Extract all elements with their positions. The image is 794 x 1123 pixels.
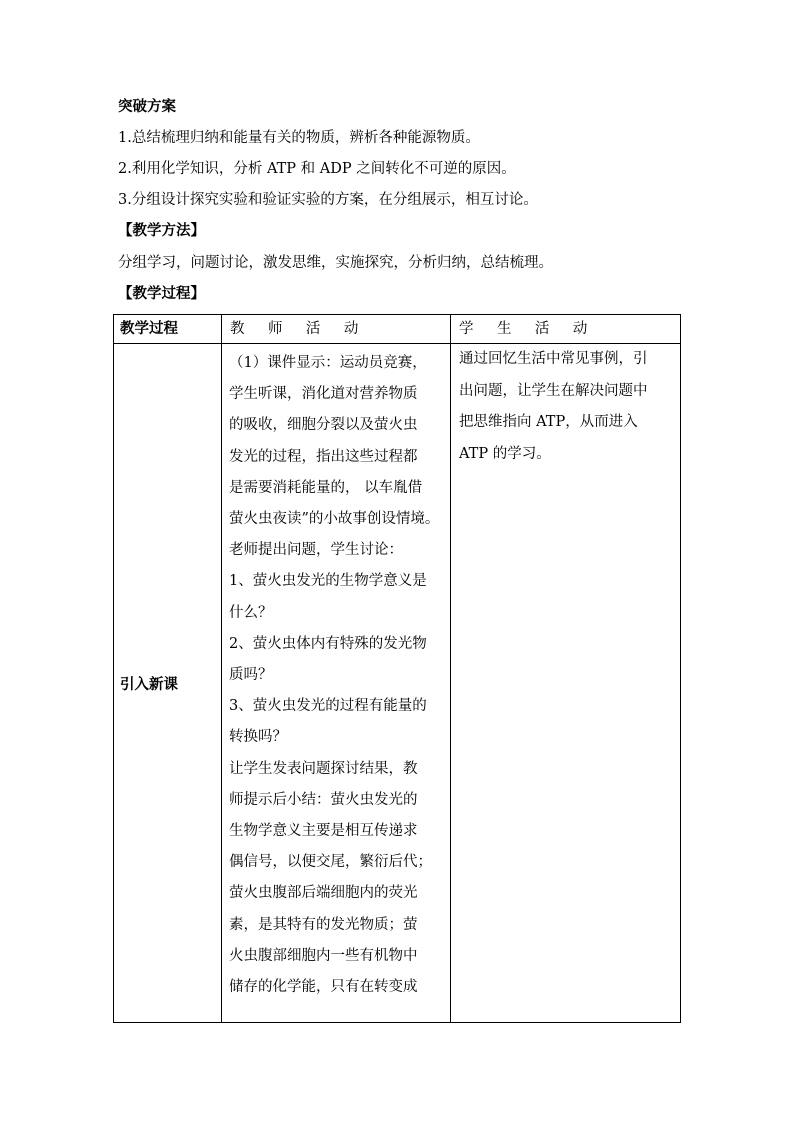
teacher-line: 是需要消耗能量的， 以车胤借 — [229, 479, 423, 496]
breakthrough-item-3: 3.分组设计探究实验和验证实验的方案，在分组展示，相互讨论。 — [118, 192, 538, 208]
section-title-breakthrough: 突破方案 — [118, 98, 176, 115]
header-stage: 教学过程 — [114, 315, 222, 344]
teacher-line: 生物学意义主要是相互传递求 — [229, 823, 418, 840]
teacher-line: 质吗？ — [229, 667, 273, 684]
teacher-line: 素，是其特有的发光物质；萤 — [229, 916, 418, 933]
header-teacher-activity: 教 师 活 动 — [222, 315, 451, 344]
teacher-line: 发光的过程，指出这些过程都 — [229, 448, 418, 465]
teacher-line: 的吸收，细胞分裂以及萤火虫 — [229, 417, 418, 434]
student-line: ATP 的学习。 — [459, 445, 551, 462]
teacher-line: 储存的化学能，只有在转变成 — [229, 979, 418, 996]
section-heading-process: 【教学过程】 — [118, 285, 205, 302]
teacher-line: （1）课件显示：运动员竞赛， — [229, 355, 427, 371]
teacher-line: 偶信号，以便交尾，繁衍后代； — [229, 854, 432, 871]
teacher-activity-cell — [222, 344, 451, 1023]
teacher-line: 1、萤火虫发光的生物学意义是 — [229, 573, 427, 590]
breakthrough-item-2: 2.利用化学知识，分析 ATP 和 ADP 之间转化不可逆的原因。 — [118, 161, 516, 177]
table-header-row — [114, 315, 681, 344]
teacher-line: 学生听课，消化道对营养物质 — [229, 386, 418, 403]
teacher-line: 师提示后小结：萤火虫发光的 — [229, 791, 418, 808]
teacher-line: 2、萤火虫体内有特殊的发光物 — [229, 635, 427, 652]
table-row — [114, 344, 681, 1023]
teacher-line: 萤火虫夜读”的小故事创设情境。 — [229, 511, 440, 528]
teacher-line: 转换吗？ — [229, 729, 287, 746]
section-heading-methods: 【教学方法】 — [118, 222, 205, 239]
student-line: 出问题，让学生在解决问题中 — [459, 382, 648, 399]
methods-text: 分组学习，问题讨论，激发思维，实施探究，分析归纳，总结梳理。 — [118, 255, 553, 271]
stage-cell: 引入新课 — [114, 344, 222, 1023]
header-student-activity: 学 生 活 动 — [451, 315, 681, 344]
student-activity-cell — [451, 344, 681, 1023]
teacher-line: 萤火虫腹部后端细胞内的荧光 — [229, 885, 418, 902]
teacher-line: 老师提出问题，学生讨论： — [229, 542, 403, 559]
teacher-line: 让学生发表问题探讨结果，教 — [229, 760, 418, 777]
teaching-process-table — [113, 314, 681, 1023]
breakthrough-item-1: 1.总结梳理归纳和能量有关的物质，辨析各种能源物质。 — [118, 130, 480, 146]
student-line: 把思维指向 ATP，从而进入 — [459, 414, 638, 430]
student-line: 通过回忆生活中常见事例，引 — [459, 351, 648, 367]
teacher-line: 3、萤火虫发光的过程有能量的 — [229, 698, 427, 715]
teacher-line: 火虫腹部细胞内一些有机物中 — [229, 947, 418, 964]
teacher-line: 什么？ — [229, 604, 273, 621]
